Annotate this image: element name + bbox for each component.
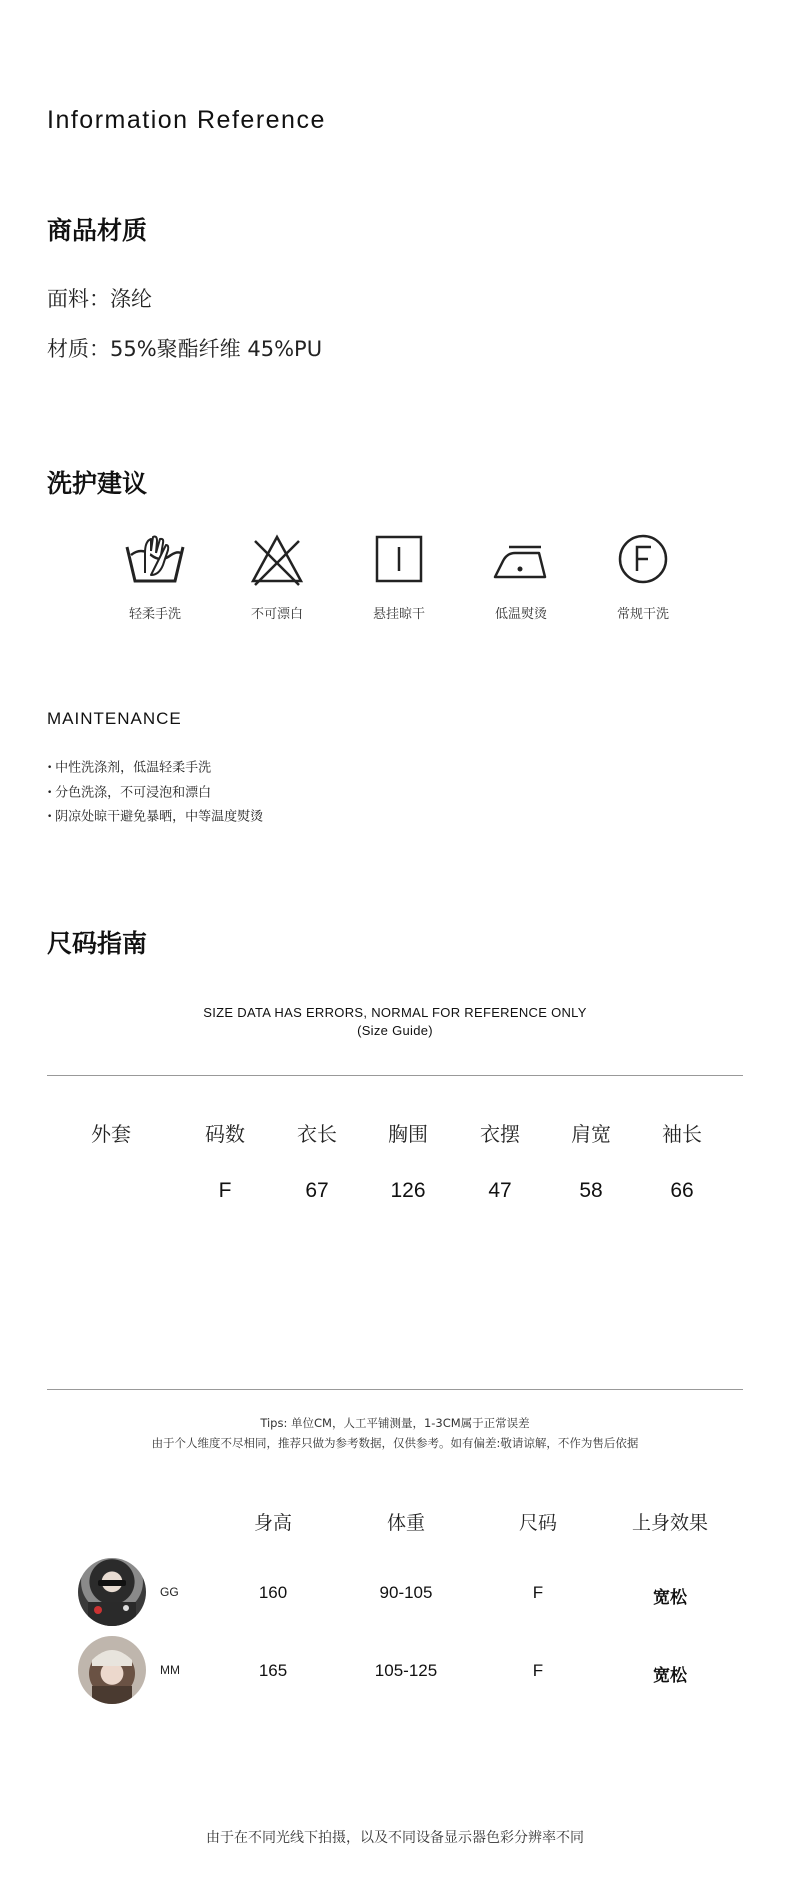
size-section-title: 尺码指南 — [47, 929, 148, 958]
composition-line: 材质：55%聚酯纤维 45%PU — [47, 337, 323, 361]
care-icons-row — [100, 533, 700, 633]
table-header: 胸围 — [388, 1122, 428, 1146]
table-cell: F — [532, 1583, 544, 1602]
table-cell: 160 — [258, 1583, 288, 1602]
care-item-no-bleach — [222, 533, 332, 622]
table-cell: 67 — [305, 1179, 329, 1202]
hand-wash-icon — [123, 533, 187, 589]
care-label-hand-wash: 轻柔手洗 — [128, 607, 181, 622]
tips-line-1: Tips: 单位CM，人工平铺测量，1-3CM属于正常误差 — [260, 1416, 530, 1430]
low-iron-icon — [489, 533, 553, 589]
table-header: 上身效果 — [631, 1512, 708, 1534]
footer-note: 由于在不同光线下拍摄，以及不同设备显示器色彩分辨率不同 — [206, 1830, 584, 1846]
model-name: GG — [160, 1585, 179, 1599]
line-dry-icon — [367, 533, 431, 589]
care-label-line-dry: 悬挂晾干 — [372, 607, 425, 622]
table-cell: 58 — [579, 1179, 603, 1202]
care-item-low-iron — [466, 533, 576, 622]
care-label-dry-clean: 常规干洗 — [616, 607, 669, 622]
table-header: 袖长 — [662, 1122, 702, 1146]
dry-clean-f-icon — [611, 533, 675, 589]
table-cell: 126 — [390, 1179, 426, 1202]
fabric-line: 面料：涤纶 — [47, 287, 152, 311]
size-table — [0, 1118, 790, 1208]
table-cell: 105-125 — [374, 1661, 438, 1680]
model-name: MM — [160, 1663, 180, 1677]
maintenance-title: MAINTENANCE — [47, 709, 182, 728]
care-label-low-iron: 低温熨烫 — [494, 607, 547, 622]
size-note-sub: (Size Guide) — [357, 1023, 433, 1038]
care-item-line-dry — [344, 533, 454, 622]
material-section-title: 商品材质 — [47, 216, 148, 245]
table-cell: F — [218, 1179, 232, 1202]
size-note: SIZE DATA HAS ERRORS, NORMAL FOR REFERENCE ONLY — [203, 1005, 587, 1020]
model-photo-mm — [78, 1636, 146, 1704]
avatar — [78, 1558, 146, 1626]
table-cell: F — [532, 1661, 544, 1680]
table-cell: 宽松 — [653, 1666, 687, 1686]
list-item: • 阴凉处晾干避免暴晒，中等温度熨烫 — [47, 805, 263, 830]
table-cell: 66 — [670, 1179, 694, 1202]
care-section-title: 洗护建议 — [47, 469, 148, 498]
care-item-dry-clean — [588, 533, 698, 622]
table-header: 码数 — [205, 1122, 245, 1146]
tips-line-2: 由于个人维度不尽相同，推荐只做为参考数据，仅供参考。如有偏差:敬请谅解，不作为售后依据 — [151, 1436, 639, 1450]
table-header: 体重 — [386, 1512, 425, 1534]
table-header: 衣长 — [297, 1122, 337, 1146]
list-item: • 中性洗涤剂，低温轻柔手洗 — [47, 756, 263, 781]
table-cell: 宽松 — [653, 1588, 687, 1608]
model-photo-gg — [78, 1558, 146, 1626]
divider — [47, 1075, 743, 1076]
maintenance-list — [47, 756, 263, 830]
list-item: • 分色洗涤，不可浸泡和漂白 — [47, 781, 263, 806]
table-cell: 165 — [258, 1661, 288, 1680]
model-table — [0, 1508, 790, 1708]
size-category: 外套 — [91, 1122, 131, 1146]
page-title: Information Reference — [47, 106, 326, 134]
care-item-hand-wash — [100, 533, 210, 622]
table-header: 衣摆 — [480, 1122, 520, 1146]
table-header: 身高 — [253, 1512, 292, 1534]
care-label-no-bleach: 不可漂白 — [250, 607, 303, 622]
no-bleach-icon — [245, 533, 309, 589]
table-cell: 47 — [488, 1179, 512, 1202]
divider — [47, 1389, 743, 1390]
avatar — [78, 1636, 146, 1704]
table-cell: 90-105 — [379, 1583, 433, 1602]
table-header: 尺码 — [518, 1512, 557, 1534]
table-header: 肩宽 — [571, 1122, 611, 1146]
